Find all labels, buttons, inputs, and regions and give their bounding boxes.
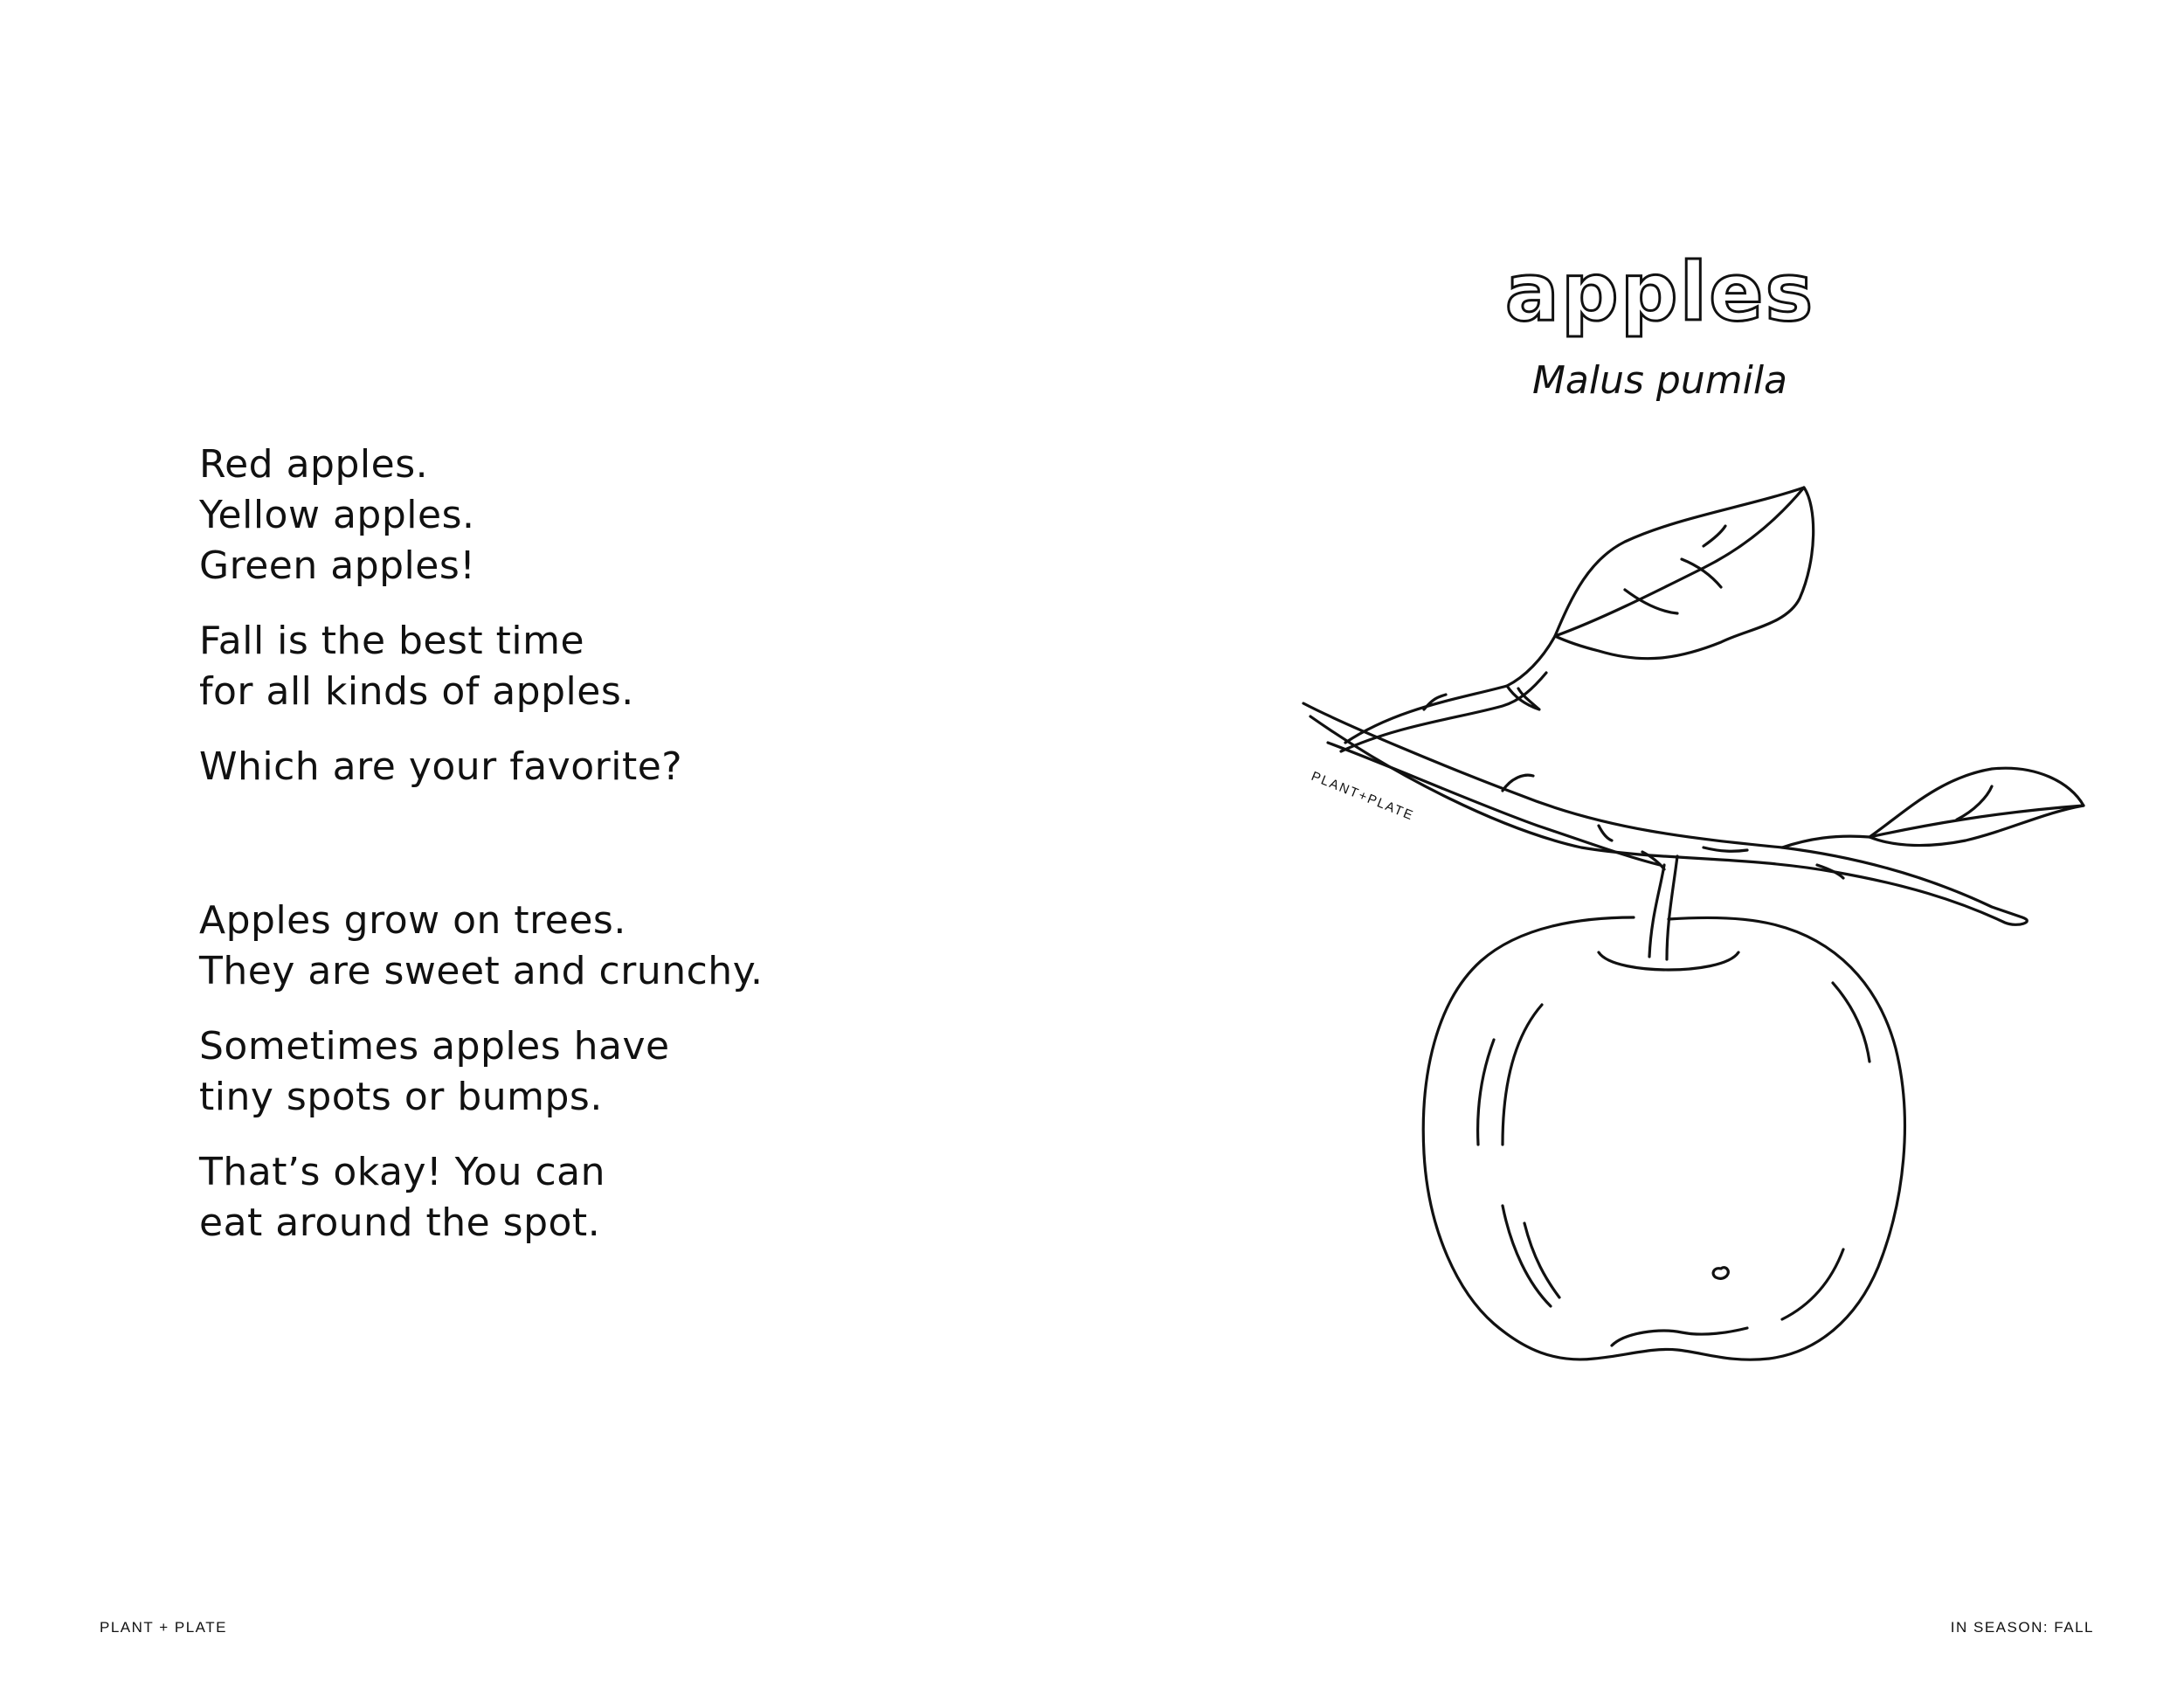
branch-knot (1503, 775, 1533, 791)
twig (1341, 673, 1546, 751)
leaf-vein (1870, 806, 2084, 837)
poem-line: Sometimes apples have (199, 1024, 670, 1069)
page-title: apples (1504, 246, 1815, 339)
poem-line: for all kinds of apples. (199, 669, 634, 714)
apple-highlight (1833, 983, 1870, 1062)
poem-line: Green apples! (199, 543, 476, 588)
thorn (1507, 686, 1539, 709)
branch-knot (1704, 847, 1747, 851)
apple-highlight (1503, 1206, 1551, 1306)
stanza (199, 1147, 985, 1249)
poem-line: Fall is the best time (199, 619, 585, 663)
poem-line: Yellow apples. (199, 493, 475, 537)
poem-line: Apples grow on trees. (199, 898, 626, 943)
footer-section: IN SEASON: FALL (1950, 1619, 2094, 1636)
apple-stem (1649, 865, 1664, 957)
poem-line: eat around the spot. (199, 1200, 601, 1245)
scientific-name: Malus pumila (1531, 358, 1788, 403)
apple-bottom (1612, 1328, 1747, 1346)
twig (1345, 636, 1555, 743)
apple-top (1599, 952, 1738, 970)
illustration-label: PLANT+PLATE (1309, 768, 1417, 824)
leaf-stem (1782, 836, 1870, 847)
apple-stem (1667, 856, 1677, 959)
apple-spot (1713, 1268, 1728, 1279)
poem-line: tiny spots or bumps. (199, 1075, 603, 1119)
apple-highlight (1478, 1040, 1494, 1145)
stanza (199, 616, 985, 717)
leaf-vein (1704, 526, 1725, 546)
apple-highlight (1503, 1005, 1542, 1145)
poem-line: Red apples. (199, 442, 429, 487)
leaf-vein (1555, 488, 1804, 636)
poem-text (199, 439, 985, 1273)
stanza (199, 742, 985, 792)
apple-illustration (1293, 481, 2114, 1389)
poem-line: That’s okay! You can (199, 1150, 605, 1194)
apple-highlight (1782, 1249, 1843, 1319)
stanza (199, 1021, 985, 1123)
poem-line: They are sweet and crunchy. (199, 949, 764, 993)
footer-brand: PLANT + PLATE (100, 1619, 227, 1636)
branch-knot (1599, 826, 1612, 841)
apple-highlight (1524, 1223, 1559, 1297)
stanza (199, 896, 985, 997)
top-leaf (1555, 488, 1814, 659)
poem-line: Which are your favorite? (199, 744, 683, 789)
leaf-vein (1957, 786, 1992, 820)
stanza (199, 439, 985, 591)
